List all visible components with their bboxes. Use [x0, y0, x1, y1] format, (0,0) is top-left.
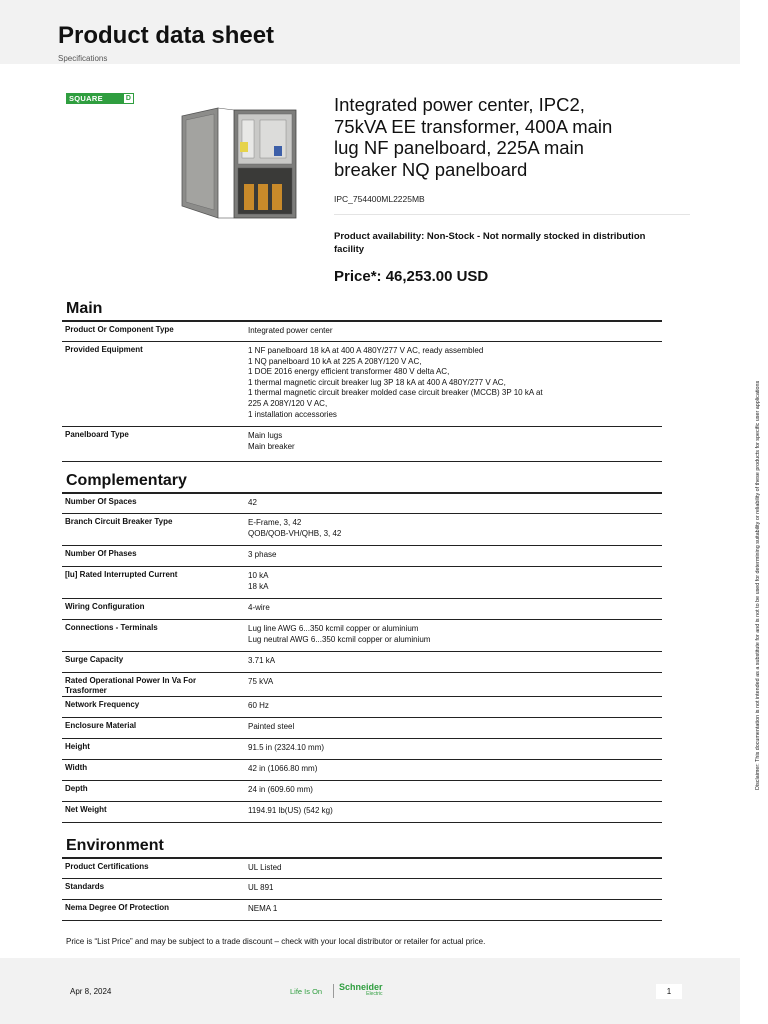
spec-row — [62, 427, 662, 462]
spec-value — [248, 656, 658, 667]
brand-sub: Electric — [366, 991, 383, 997]
product-title-line: lug NF panelboard, 225A main — [334, 137, 584, 158]
spec-value — [248, 346, 658, 420]
spec-row — [62, 697, 662, 718]
spec-value-line: Integrated power center — [248, 326, 333, 335]
spec-label: Enclosure Material — [65, 721, 137, 730]
product-reference: IPC_754400ML2225MB — [334, 194, 425, 204]
spec-label: Net Weight — [65, 805, 107, 814]
spec-value-line: Lug neutral AWG 6...350 kcmil copper or aluminium — [248, 634, 431, 644]
disclaimer-vertical — [755, 320, 765, 790]
spec-value-line: 42 — [248, 498, 257, 507]
spec-value-line: 24 in (609.60 mm) — [248, 785, 313, 794]
spec-value-line: 60 Hz — [248, 701, 269, 710]
spec-value-line: UL 891 — [248, 883, 274, 892]
spec-label: Product Certifications — [65, 862, 149, 871]
section-title-complementary: Complementary — [66, 472, 187, 489]
spec-value-line: 3.71 kA — [248, 656, 276, 665]
spec-value — [248, 498, 658, 509]
spec-row — [62, 718, 662, 739]
disclaimer-text: Disclaimer: This documentation is not intended as a substitute for and is not to be used for determining suitability or reliability of these products for specific user applications — [755, 380, 761, 790]
spec-value-line: Painted steel — [248, 722, 295, 731]
spec-value-line: 1 DOE 2016 energy efficient transformer 480 V delta AC, — [248, 367, 450, 377]
spec-value-line: Lug line AWG 6...350 kcmil copper or aluminium — [248, 624, 419, 633]
spec-value-line: Main lugs — [248, 431, 283, 440]
spec-row — [62, 567, 662, 599]
spec-value-line: 225 A 208Y/120 V AC, — [248, 398, 328, 408]
spec-value — [248, 883, 658, 894]
spec-value-line: 4-wire — [248, 603, 270, 612]
page-number: 1 — [656, 984, 682, 999]
product-title-line: breaker NQ panelboard — [334, 158, 528, 180]
spec-row — [62, 739, 662, 760]
page-footer — [0, 958, 740, 1024]
footer-divider — [333, 984, 334, 998]
product-price: Price*: 46,253.00 USD — [334, 268, 489, 285]
spec-value-line: 1 NF panelboard 18 kA at 400 A 480Y/277 V AC, ready assembled — [248, 346, 484, 355]
spec-label: Product Or Component Type — [65, 325, 174, 334]
spec-value-line: 18 kA — [248, 581, 269, 591]
page-subtitle: Specifications — [58, 54, 108, 63]
page-title: Product data sheet — [58, 22, 275, 49]
spec-value-line: 91.5 in (2324.10 mm) — [248, 743, 325, 752]
schneider-electric-logo — [339, 983, 383, 997]
spec-value-line: E-Frame, 3, 42 — [248, 518, 302, 527]
spec-label: Branch Circuit Breaker Type — [65, 517, 173, 526]
spec-value — [248, 785, 658, 796]
spec-row — [62, 781, 662, 802]
spec-row — [62, 760, 662, 781]
spec-value-line: 3 phase — [248, 550, 277, 559]
square-d-logo — [66, 93, 134, 104]
spec-row — [62, 802, 662, 823]
spec-row — [62, 342, 662, 427]
spec-label: Width — [65, 763, 88, 772]
spec-label: Surge Capacity — [65, 655, 124, 664]
spec-label: Network Frequency — [65, 700, 140, 709]
page-header — [0, 0, 740, 64]
footer-date: Apr 8, 2024 — [70, 987, 112, 996]
spec-value — [248, 550, 658, 561]
spec-label: [Iu] Rated Interrupted Current — [65, 570, 178, 579]
product-availability: Product availability: Non-Stock - Not normally stocked in distribution facility — [334, 231, 646, 255]
spec-label: Panelboard Type — [65, 430, 129, 439]
spec-value — [248, 806, 658, 817]
spec-label: Standards — [65, 882, 105, 891]
spec-row — [62, 859, 662, 879]
spec-value-line: Main breaker — [248, 441, 295, 451]
spec-row — [62, 673, 662, 697]
spec-value — [248, 677, 658, 688]
spec-label: Nema Degree Of Protection — [65, 903, 170, 912]
spec-row — [62, 322, 662, 342]
spec-value — [248, 326, 658, 337]
section-title-environment: Environment — [66, 837, 164, 854]
price-note: Price is “List Price” and may be subject to a trade discount – check with your local distributor or retailer for actual price. — [66, 937, 486, 946]
spec-value-line: UL Listed — [248, 863, 282, 872]
spec-row — [62, 652, 662, 673]
spec-value-line: 10 kA — [248, 571, 269, 580]
spec-value-line: 1 thermal magnetic circuit breaker lug 3P 18 kA at 400 A 480Y/277 V AC, — [248, 377, 506, 387]
spec-row — [62, 879, 662, 900]
brand-name: Schneider — [339, 982, 383, 992]
spec-value — [248, 518, 658, 539]
spec-label: Height — [65, 742, 90, 751]
spec-value — [248, 603, 658, 614]
spec-value-line: 75 kVA — [248, 677, 274, 686]
spec-value-line: NEMA 1 — [248, 904, 278, 913]
spec-value — [248, 624, 658, 645]
spec-value — [248, 863, 658, 874]
spec-row — [62, 514, 662, 546]
product-title — [334, 94, 704, 180]
spec-value — [248, 701, 658, 712]
spec-label: Depth — [65, 784, 88, 793]
spec-value-line: 1194.91 lb(US) (542 kg) — [248, 806, 333, 815]
spec-value — [248, 431, 658, 452]
spec-row — [62, 494, 662, 514]
product-title-line: 75kVA EE transformer, 400A main — [334, 115, 613, 137]
logo-mark: D — [125, 95, 132, 102]
power-center-cabinet-image — [180, 106, 300, 220]
section-title-main: Main — [66, 300, 103, 317]
spec-value — [248, 722, 658, 733]
spec-row — [62, 546, 662, 567]
spec-value-line: 42 in (1066.80 mm) — [248, 764, 318, 773]
spec-value — [248, 743, 658, 754]
spec-label: Provided Equipment — [65, 345, 143, 354]
divider — [334, 214, 690, 215]
spec-row — [62, 900, 662, 921]
spec-value-line: 1 thermal magnetic circuit breaker molded case circuit breaker (MCCB) 3P 10 kA at — [248, 388, 543, 398]
spec-value-line: 1 NQ panelboard 10 kA at 225 A 208Y/120 V AC, — [248, 356, 422, 366]
spec-value — [248, 904, 658, 915]
logo-text: SQUARE — [69, 94, 103, 103]
product-title-line: Integrated power center, IPC2, — [334, 94, 585, 115]
spec-label: Connections - Terminals — [65, 623, 158, 632]
spec-label: Rated Operational Power In Va For Trasformer — [65, 676, 197, 695]
spec-value-line: 1 installation accessories — [248, 409, 337, 419]
spec-row — [62, 599, 662, 620]
spec-label: Number Of Phases — [65, 549, 137, 558]
spec-row — [62, 620, 662, 652]
spec-value — [248, 571, 658, 592]
spec-value-line: QOB/QOB-VH/QHB, 3, 42 — [248, 528, 342, 538]
spec-label: Number Of Spaces — [65, 497, 137, 506]
life-is-on-tagline: Life Is On — [290, 987, 323, 996]
spec-value — [248, 764, 658, 775]
spec-label: Wiring Configuration — [65, 602, 145, 611]
